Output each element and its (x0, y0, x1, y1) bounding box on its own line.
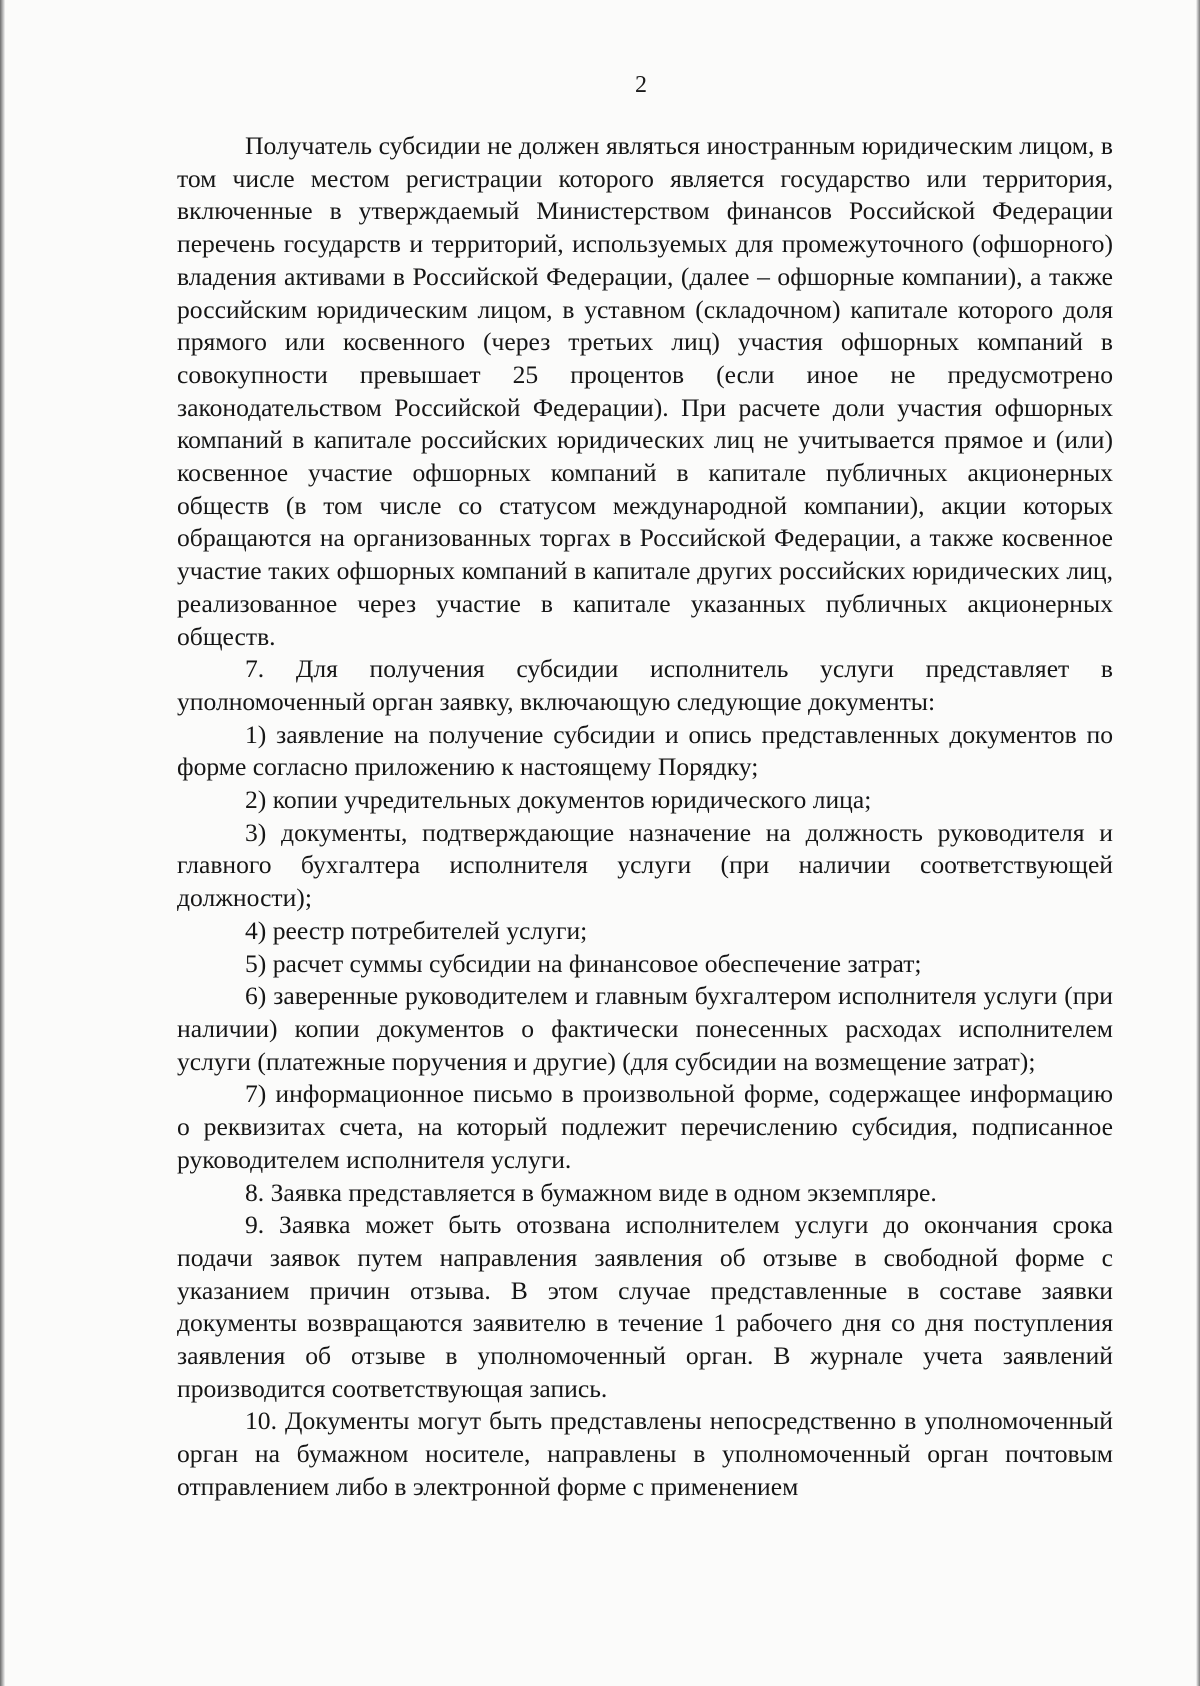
list-item-1: 1) заявление на получение субсидии и опись представленных документов по форме согласно приложению к настоящему Порядку; (177, 719, 1113, 782)
list-item-7: 7) информационное письмо в произвольной форме, содержащее информацию о реквизитах счета, на который подлежит перечислению субсидия, подписанное руководителем исполнителя услуги. (177, 1079, 1113, 1174)
paragraph-item-10: 10. Документы могут быть представлены непосредственно в уполномоченный орган на бумажном носителе, направлены в уполномоченный орган почтовым отправлением либо в электронной форме с применением (177, 1406, 1113, 1501)
paragraph-item-8: 8. Заявка представляется в бумажном виде в одном экземпляре. (245, 1177, 937, 1207)
paragraph-item-9: 9. Заявка может быть отозвана исполнителем услуги до окончания срока подачи заявок путем направления заявления об отзыве в свободной форме с указанием причин отзыва. В этом случае представленные в составе заявки документы возвращаются заявителю в течение 1 рабочего дня со дня поступления заявления об отзыве в уполномоченный орган. В журнале учета заявлений производится соответствующая запись. (177, 1210, 1113, 1403)
scan-edge-left (0, 0, 5, 1686)
scan-edge-right (1196, 0, 1200, 1686)
page-number: 2 (635, 72, 647, 98)
list-item-2: 2) копии учредительных документов юридического лица; (245, 785, 872, 815)
list-item-3: 3) документы, подтверждающие назначение на должность руководителя и главного бухгалтера исполнителя услуги (при наличии соответствующей должности); (177, 817, 1113, 913)
list-item-4: 4) реестр потребителей услуги; (245, 915, 588, 945)
document-body (177, 130, 1113, 1504)
list-item-5: 5) расчет суммы субсидии на финансовое обеспечение затрат; (245, 948, 922, 978)
paragraph-offshore-restriction: Получатель субсидии не должен являться иностранным юридическим лицом, в том числе местом регистрации которого является государство или территория, включенные в утверждаемый Министерством финансов Российской Федерации перечень государств и территорий, используемых для промежуточного (офшорного) владения активами в Российской Федерации, (далее – офшорные компании), а также российским юридическим лицом, в уставном (складочном) капитале которого доля прямого или косвенного (через третьих лиц) участия офшорных компаний в совокупности превышает 25 процентов (если иное не предусмотрено законодательством Российской Федерации). При расчете доли участия офшорных компаний в капитале российских юридических лиц не учитывается прямое и (или) косвенное участие офшорных компаний в капитале публичных акционерных обществ (в том числе со статусом международной компании), акции которых обращаются на организованных торгах в Российской Федерации, а также косвенное участие таких офшорных компаний в капитале других российских юридических лиц, реализованное через участие в капитале указанных публичных акционерных обществ. (177, 131, 1113, 651)
list-item-6: 6) заверенные руководителем и главным бухгалтером исполнителя услуги (при наличии) копии документов о фактически понесенных расходах исполнителем услуги (платежные поручения и другие) (для субсидии на возмещение затрат); (177, 981, 1113, 1076)
paragraph-item-7: 7. Для получения субсидии исполнитель услуги представляет в уполномоченный орган заявку, включающую следующие документы: (177, 654, 1113, 716)
